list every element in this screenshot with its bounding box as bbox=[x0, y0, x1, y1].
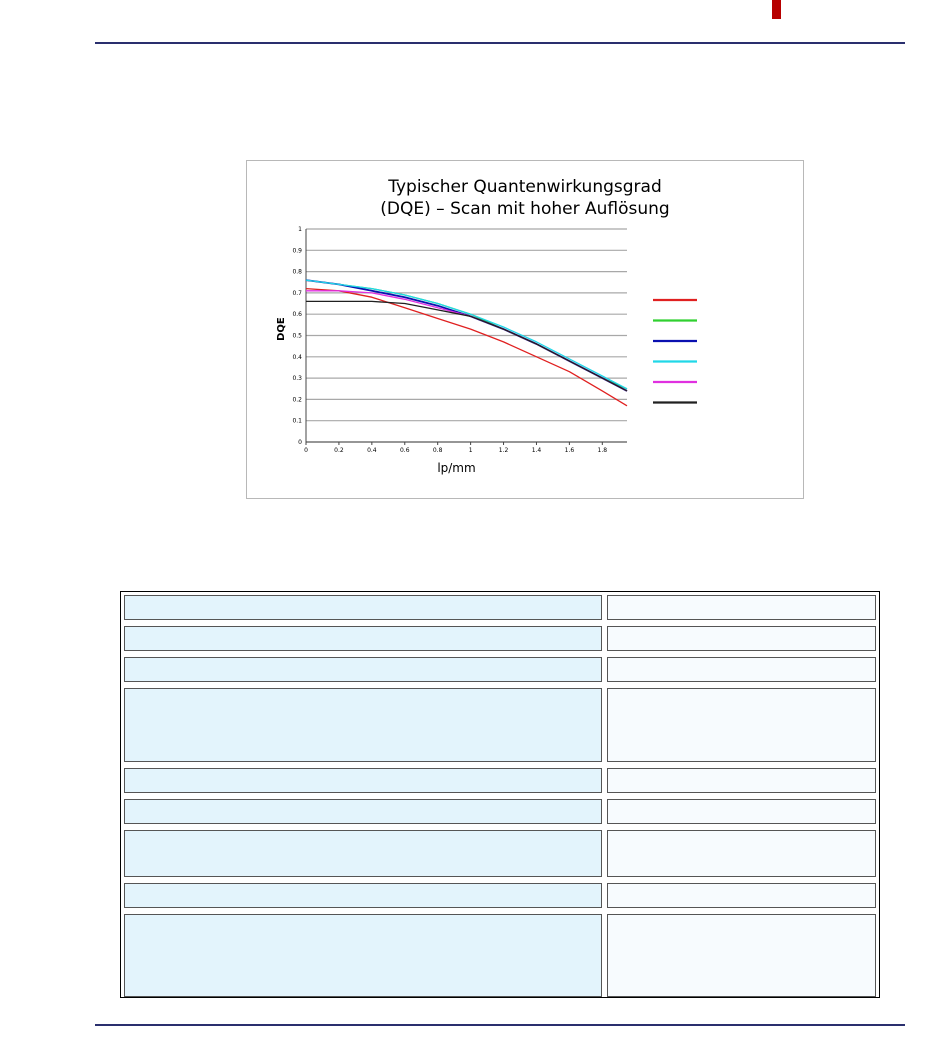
table-cell-right bbox=[607, 914, 876, 997]
x-tick-label: 1 bbox=[468, 447, 473, 454]
table-cell-right bbox=[607, 657, 876, 682]
x-tick-label: 0.8 bbox=[432, 447, 443, 454]
footer-rule bbox=[95, 1024, 905, 1026]
table-cell-left bbox=[124, 657, 602, 682]
table-cell-left bbox=[124, 626, 602, 651]
chart-title-line-2: (DQE) – Scan mit hoher Auflösung bbox=[380, 199, 670, 219]
chart-title-line-1: Typischer Quantenwirkungsgrad bbox=[388, 177, 662, 197]
table-row bbox=[124, 688, 876, 762]
series-line-1 bbox=[306, 289, 627, 406]
y-tick-label: 0.1 bbox=[292, 417, 302, 425]
table-row bbox=[124, 626, 876, 651]
x-tick-label: 1.2 bbox=[498, 447, 509, 454]
table-cell-left bbox=[124, 688, 602, 762]
table-cell-left bbox=[124, 595, 602, 620]
spec-table bbox=[120, 591, 880, 998]
y-tick-label: 0.3 bbox=[292, 375, 302, 383]
table-row bbox=[124, 657, 876, 682]
header-rule bbox=[95, 42, 905, 44]
y-tick-label: 0.8 bbox=[292, 268, 302, 276]
y-tick-label: 0.5 bbox=[292, 332, 302, 340]
x-axis-label: lp/mm bbox=[437, 461, 476, 475]
y-tick-label: 0.9 bbox=[292, 247, 302, 255]
y-tick-label: 0.2 bbox=[292, 396, 302, 404]
table-cell-left bbox=[124, 799, 602, 824]
table-cell-right bbox=[607, 768, 876, 793]
table-cell-left bbox=[124, 914, 602, 997]
table-cell-right bbox=[607, 799, 876, 824]
table-cell-left bbox=[124, 768, 602, 793]
table-row bbox=[124, 768, 876, 793]
series-line-2 bbox=[306, 280, 627, 389]
y-tick-label: 0 bbox=[298, 439, 302, 446]
table-cell-right bbox=[607, 688, 876, 762]
corner-tab-mark bbox=[772, 0, 781, 19]
series-line-4 bbox=[306, 280, 627, 389]
y-tick-label: 0.6 bbox=[292, 311, 302, 319]
table-cell-right bbox=[607, 883, 876, 908]
y-tick-label: 1 bbox=[298, 226, 302, 233]
table-row bbox=[124, 595, 876, 620]
table-row bbox=[124, 883, 876, 908]
x-tick-label: 0.6 bbox=[399, 447, 410, 454]
x-tick-label: 1.4 bbox=[531, 447, 542, 454]
table-row bbox=[124, 799, 876, 824]
table-cell-left bbox=[124, 830, 602, 877]
x-tick-label: 1.6 bbox=[564, 447, 575, 454]
table-row bbox=[124, 914, 876, 997]
table-cell-right bbox=[607, 595, 876, 620]
y-axis-label: DQE bbox=[276, 317, 287, 341]
table-cell-right bbox=[607, 626, 876, 651]
x-tick-label: 0.4 bbox=[367, 447, 377, 454]
table-cell-right bbox=[607, 830, 876, 877]
table-cell-left bbox=[124, 883, 602, 908]
x-tick-label: 0 bbox=[304, 447, 308, 454]
dqe-chart bbox=[246, 160, 804, 499]
y-tick-label: 0.4 bbox=[292, 353, 302, 361]
series-line-5 bbox=[306, 291, 627, 391]
y-tick-label: 0.7 bbox=[292, 289, 302, 297]
x-tick-label: 0.2 bbox=[334, 447, 344, 454]
chart-plot bbox=[247, 161, 803, 498]
x-tick-label: 1.8 bbox=[597, 447, 608, 454]
table-row bbox=[124, 830, 876, 877]
